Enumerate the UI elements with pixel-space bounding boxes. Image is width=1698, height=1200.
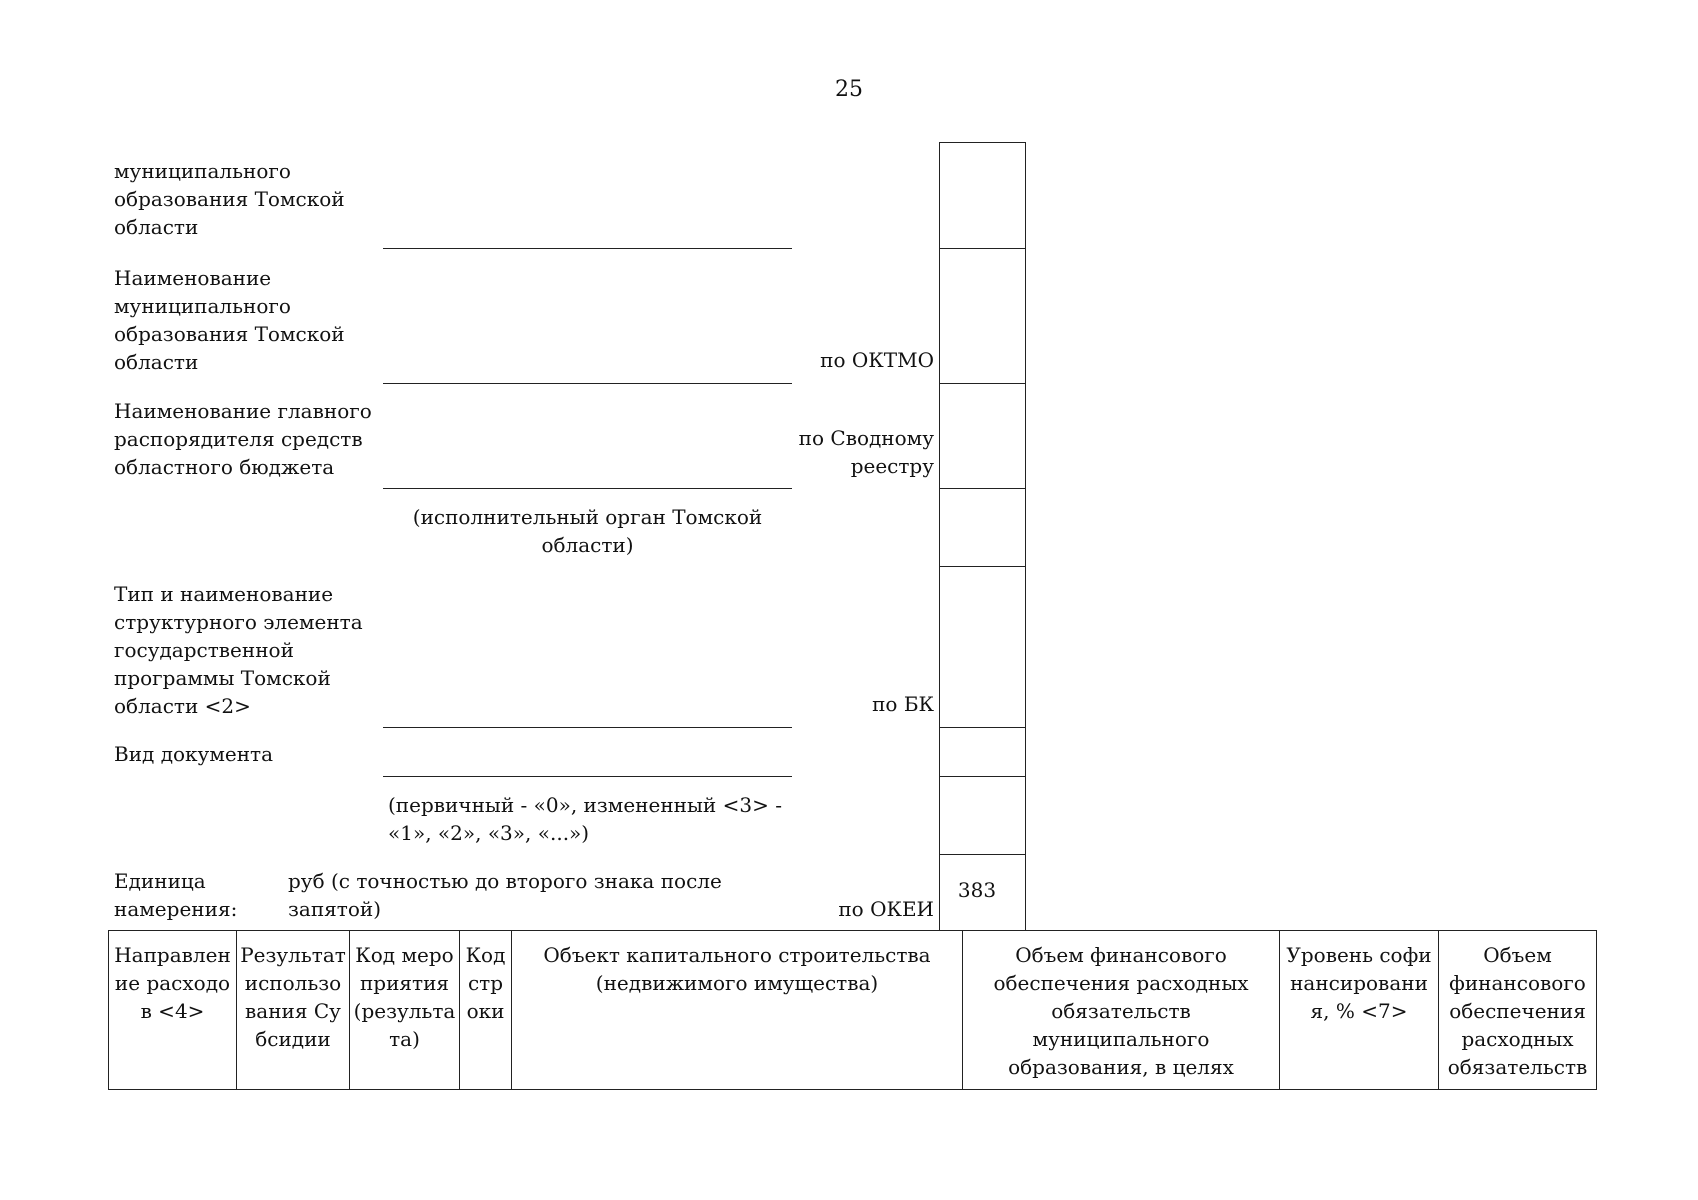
- col-header-result: Результат использования Субсидии: [237, 931, 350, 1090]
- code-box-gr-extra[interactable]: [939, 488, 1026, 567]
- col-header-row-code: Код строки: [460, 931, 512, 1090]
- oktmo-code-label: по ОКТМО: [820, 348, 934, 372]
- doc-type-hint: (первичный - «0», измененный <3> - «1», «2», «3», «...»): [388, 793, 782, 845]
- col-header-activity-code: Код мероприятия (результата): [350, 931, 460, 1090]
- col-header-cofinancing-level: Уровень софинансирования, % <7>: [1280, 931, 1439, 1090]
- unit-label: Единица намерения:: [114, 869, 238, 921]
- svod-code-label: по Сводному реестру: [798, 426, 934, 478]
- okei-code-value: 383: [957, 878, 997, 902]
- struct-label: Тип и наименование структурного элемента государственной программы Томской области <2>: [114, 582, 363, 718]
- col-header-mo-volume: Объем финансового обеспечения расходных обязательств муниципального образования, в целях: [963, 931, 1280, 1090]
- code-box-doc-type[interactable]: [939, 727, 1026, 777]
- code-box-okei[interactable]: [939, 854, 1026, 931]
- doc-type-input-line[interactable]: [383, 776, 792, 777]
- col-header-volume: Объем финансового обеспечения расходных обязательств: [1439, 931, 1597, 1090]
- mo-name-label: Наименование муниципального образования Томской области: [114, 266, 345, 374]
- code-box-doc-extra[interactable]: [939, 776, 1026, 855]
- mo-prefix-label: муниципального образования Томской области: [114, 159, 345, 239]
- code-box-mo[interactable]: [939, 142, 1026, 249]
- bk-code-label: по БК: [872, 692, 934, 716]
- subsidy-table: [108, 930, 1597, 1090]
- table-header-row: [109, 931, 1597, 1090]
- mo-name-input-line[interactable]: [383, 383, 792, 384]
- unit-value: руб (с точностью до второго знака после запятой): [288, 869, 722, 921]
- code-box-bk[interactable]: [939, 566, 1026, 728]
- gr-input-line[interactable]: [383, 488, 792, 489]
- mo-prefix-input-line[interactable]: [383, 248, 792, 249]
- code-box-oktmo[interactable]: [939, 248, 1026, 384]
- page-number: 25: [835, 77, 863, 102]
- gr-label: Наименование главного распорядителя средств областного бюджета: [114, 399, 372, 479]
- struct-input-line[interactable]: [383, 727, 792, 728]
- code-box-svod[interactable]: [939, 383, 1026, 489]
- gr-hint: (исполнительный орган Томской области): [412, 505, 763, 557]
- col-header-direction: Направление расходов <4>: [109, 931, 237, 1090]
- col-header-object: Объект капитального строительства (недвижимого имущества): [512, 931, 963, 1090]
- doc-type-label: Вид документа: [114, 742, 274, 766]
- okei-code-label: по ОКЕИ: [838, 897, 934, 921]
